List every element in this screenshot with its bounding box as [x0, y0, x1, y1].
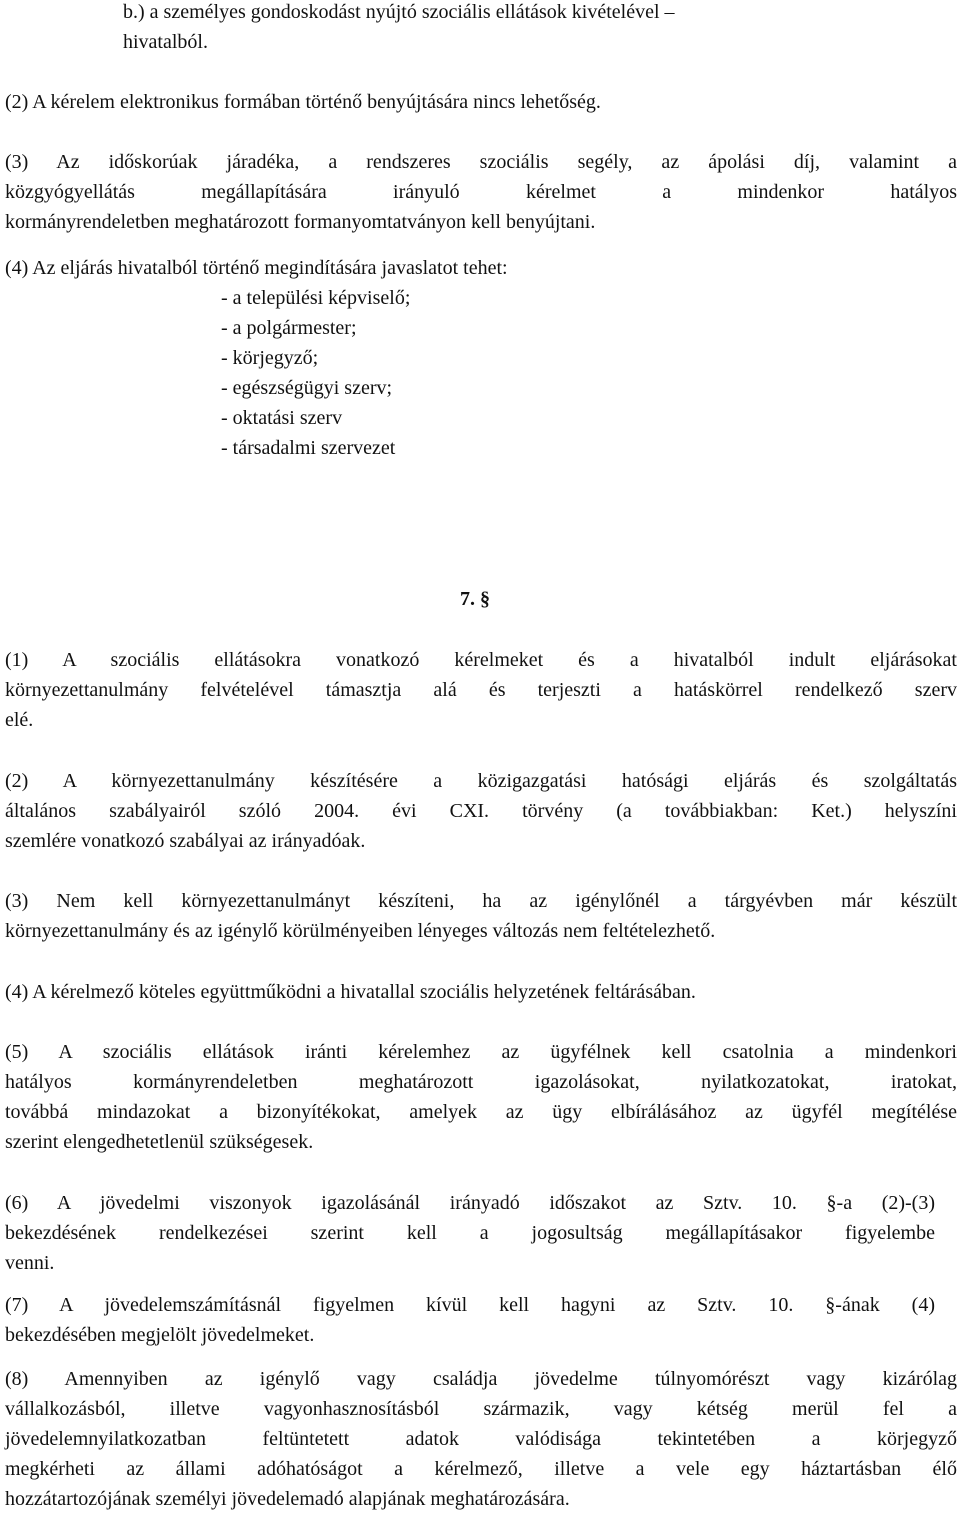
text-line: megkérheti az állami adóhatóságot a kérelmező, illetve a vele egy háztartásban élő [5, 1458, 957, 1480]
text-line: elé. [5, 709, 34, 731]
text-line: (3) Nem kell környezettanulmányt készíteni, ha az igénylőnél a tárgyévben már készült [5, 890, 957, 912]
text-line: hozzátartozójának személyi jövedelemadó alapjának meghatározására. [5, 1488, 570, 1510]
text-line: közgyógyellátás megállapítására irányuló kérelmet a mindenkor hatályos [5, 181, 957, 203]
text-line: jövedelemnyilatkozatban feltüntetett adatok valódisága tekintetében a körjegyző [5, 1428, 957, 1450]
list-item: - a polgármester; [221, 317, 357, 339]
list-item: - a települési képviselő; [221, 287, 411, 309]
text-line: vállalkozásból, illetve vagyonhasznosításból származik, vagy kétség merül fel a [5, 1398, 957, 1420]
text-line: (3) Az időskorúak járadéka, a rendszeres szociális segély, az ápolási díj, valamint a [5, 151, 957, 173]
text-line: bekezdésében megjelölt jövedelmeket. [5, 1324, 315, 1346]
list-item: - oktatási szerv [221, 407, 343, 429]
text-line: (5) A szociális ellátások iránti kérelemhez az ügyfélnek kell csatolnia a mindenkori [5, 1041, 957, 1063]
text-line: hatályos kormányrendeletben meghatározott igazolásokat, nyilatkozatokat, iratokat, [5, 1071, 957, 1093]
text-line: venni. [5, 1252, 55, 1274]
text-line: (1) A szociális ellátásokra vonatkozó kérelmeket és a hivatalból indult eljárásokat [5, 649, 957, 671]
text-line: környezettanulmány és az igénylő körülményeiben lényeges változás nem feltételezhető. [5, 920, 716, 942]
text-line: hivatalból. [123, 31, 208, 53]
text-line: bekezdésének rendelkezései szerint kell a jogosultság megállapításakor figyelembe [5, 1222, 935, 1244]
text-line: szerint elengedhetetlenül szükségesek. [5, 1131, 314, 1153]
list-item: - egészségügyi szerv; [221, 377, 393, 399]
section-heading: 7. § [460, 588, 490, 610]
text-line: (6) A jövedelmi viszonyok igazolásánál irányadó időszakot az Sztv. 10. §-a (2)-(3) [5, 1192, 935, 1214]
text-line: b.) a személyes gondoskodást nyújtó szociális ellátások kivételével – [123, 1, 675, 23]
text-line: (4) A kérelmező köteles együttműködni a hivatallal szociális helyzetének feltárásában. [5, 981, 696, 1003]
text-line: kormányrendeletben meghatározott formanyomtatványon kell benyújtani. [5, 211, 596, 233]
text-line: szemlére vonatkozó szabályai az irányadóak. [5, 830, 366, 852]
paragraph-2: (2) A kérelem elektronikus formában történő benyújtására nincs lehetőség. [5, 91, 601, 113]
list-item: - körjegyző; [221, 347, 319, 369]
text-line: (2) A környezettanulmány készítésére a közigazgatási hatósági eljárás és szolgáltatás [5, 770, 957, 792]
list-intro: (4) Az eljárás hivatalból történő megindítására javaslatot tehet: [5, 257, 508, 279]
list-item: - társadalmi szervezet [221, 437, 396, 459]
text-line: (8) Amennyiben az igénylő vagy családja jövedelme túlnyomórészt vagy kizárólag [5, 1368, 957, 1390]
text-line: általános szabályairól szóló 2004. évi CXI. törvény (a továbbiakban: Ket.) helyszíni [5, 800, 957, 822]
text-line: környezettanulmány felvételével támasztja alá és terjeszti a hatáskörrel rendelkező szerv [5, 679, 957, 701]
text-line: továbbá mindazokat a bizonyítékokat, amelyek az ügy elbírálásához az ügyfél megítélése [5, 1101, 957, 1123]
text-line: (7) A jövedelemszámításnál figyelmen kívül kell hagyni az Sztv. 10. §-ának (4) [5, 1294, 935, 1316]
